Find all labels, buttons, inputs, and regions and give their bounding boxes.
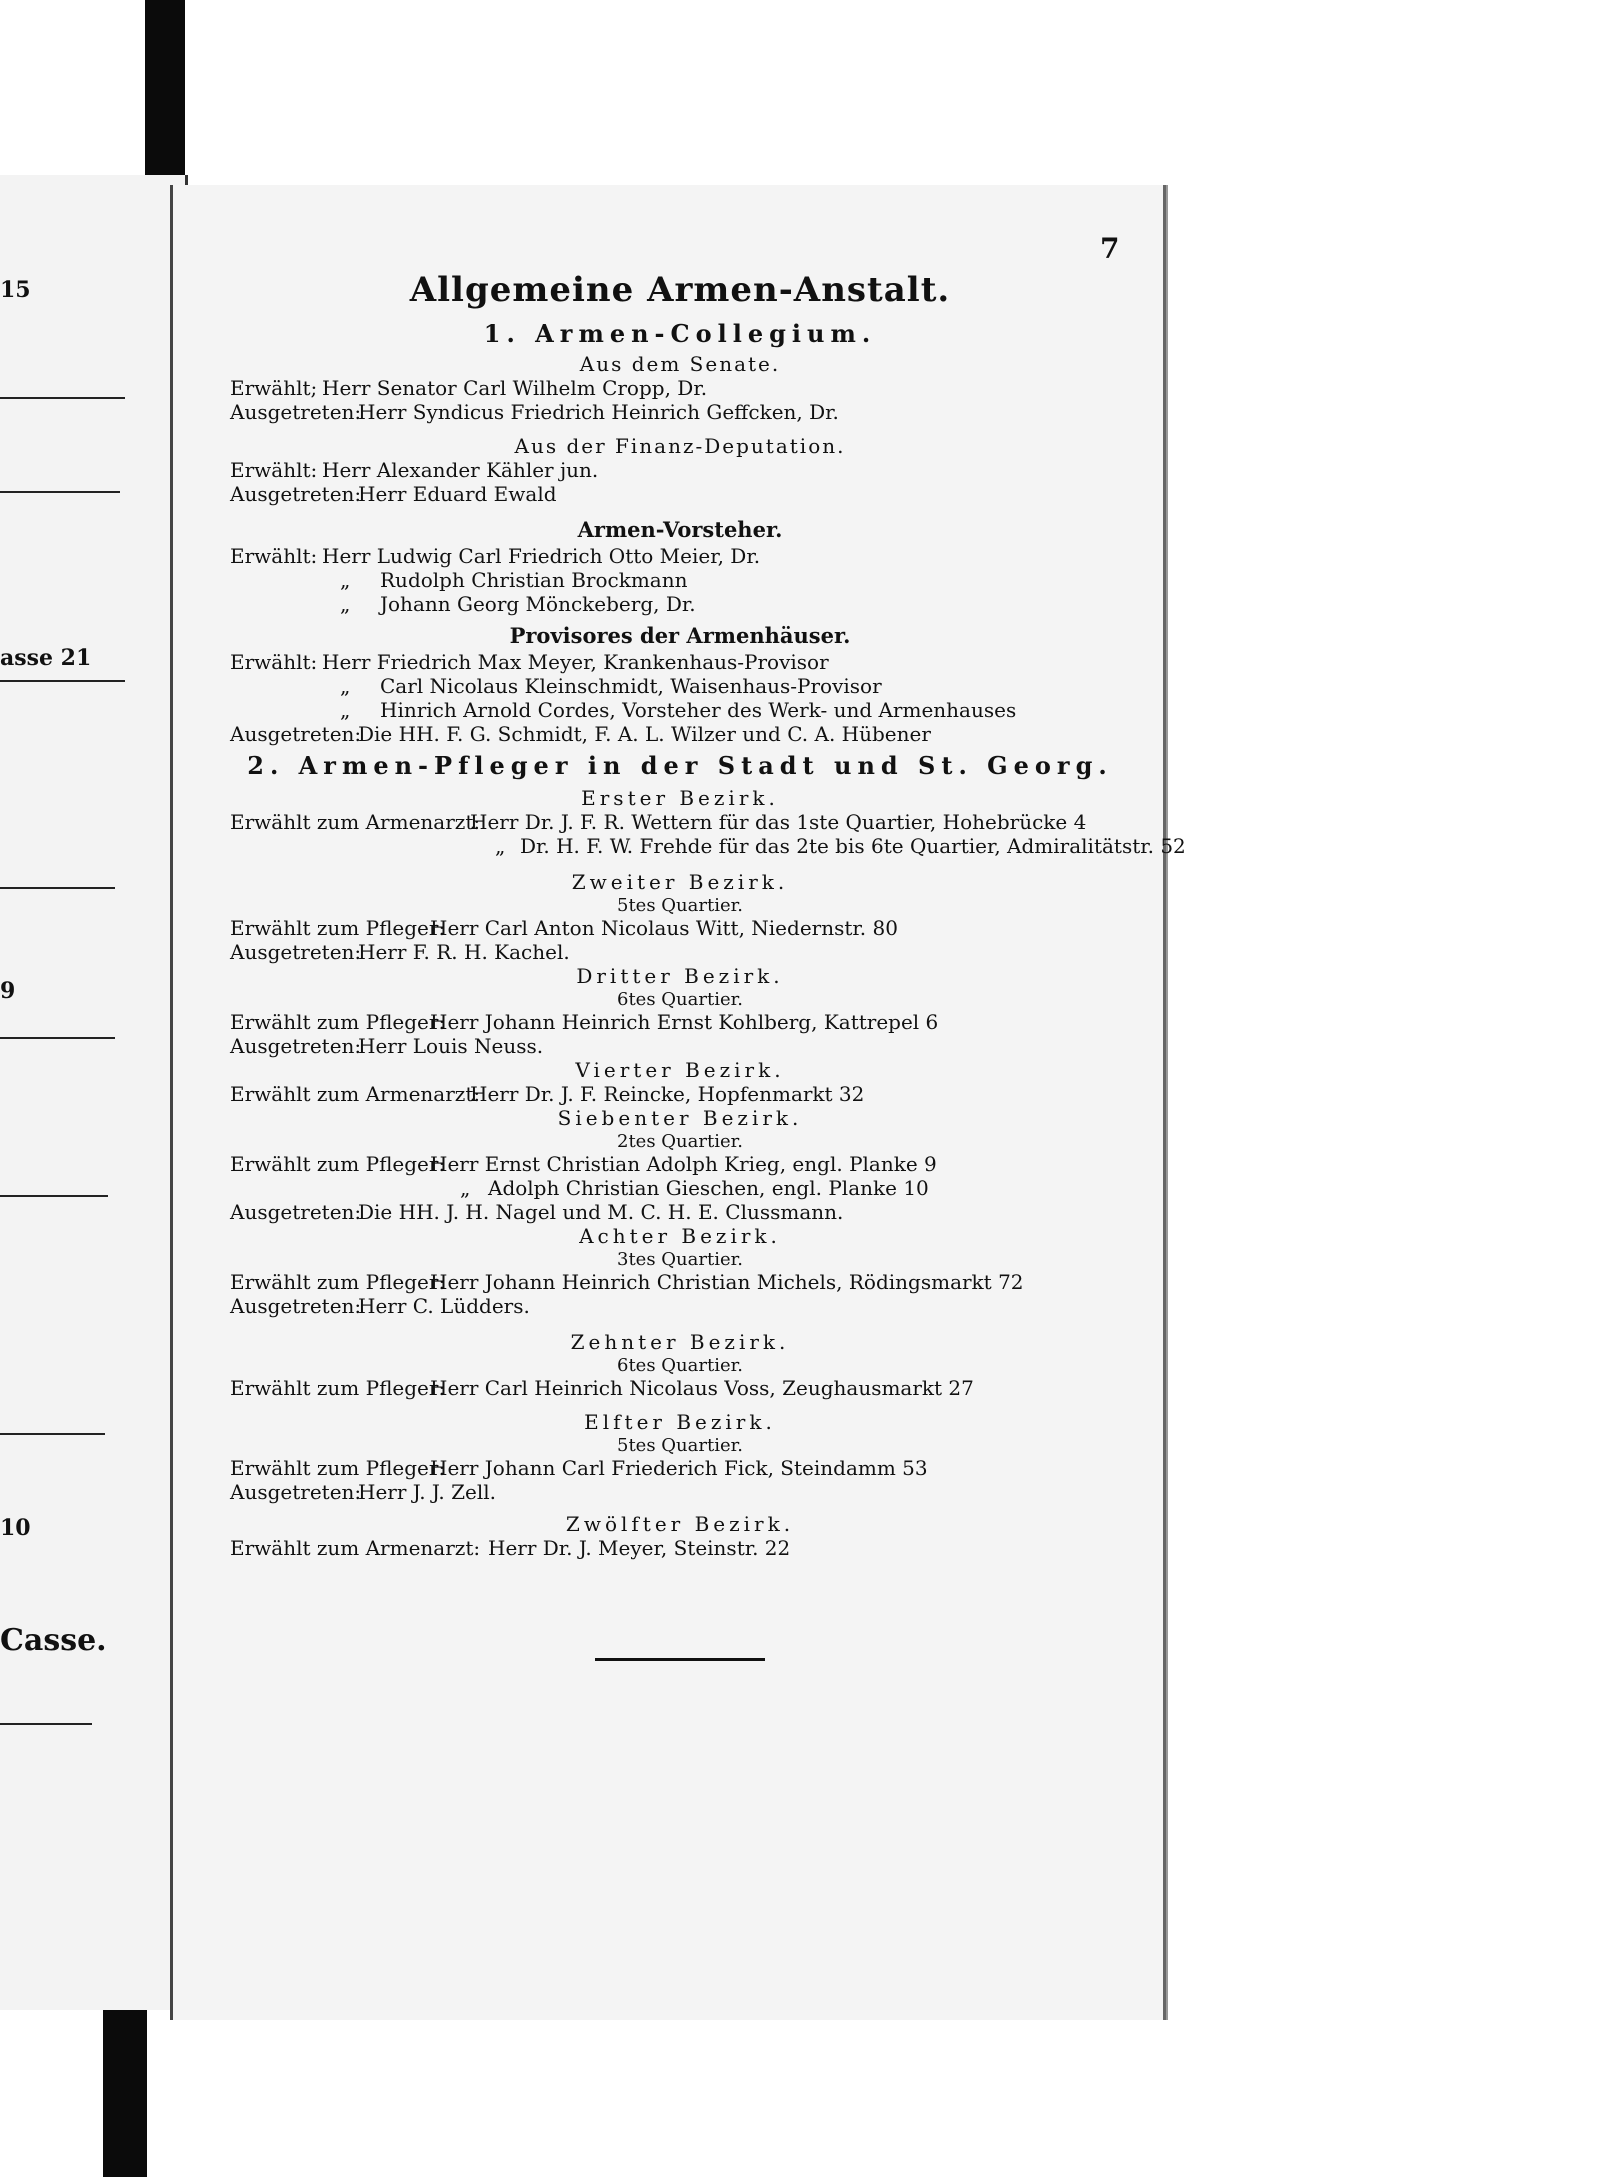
subsection-heading: Aus dem Senate. xyxy=(579,352,781,376)
entry-label: Ausgetreten: xyxy=(230,1034,362,1058)
entry-label: Erwählt zum Armenarzt: xyxy=(230,1082,481,1106)
entry-text: Herr Syndicus Friedrich Heinrich Geffcken, Dr. xyxy=(358,400,839,424)
entry-text: Rudolph Christian Brockmann xyxy=(380,568,688,592)
end-rule xyxy=(595,1658,765,1661)
quarter-label: 5tes Quartier. xyxy=(617,1435,743,1456)
entry-text: Herr Dr. J. F. R. Wettern für das 1ste Quartier, Hohebrücke 4 xyxy=(470,810,1087,834)
quarter-label: 5tes Quartier. xyxy=(617,895,743,916)
district-heading: Achter Bezirk. xyxy=(579,1224,781,1248)
district-heading: Erster Bezirk. xyxy=(581,786,779,810)
district-heading: Zwölfter Bezirk. xyxy=(565,1512,795,1536)
left-fragment-text: 15 xyxy=(0,277,31,303)
ditto-mark: „ xyxy=(340,674,351,698)
ditto-mark: „ xyxy=(495,834,506,858)
entry-label: Ausgetreten: xyxy=(230,722,362,746)
district-heading: Zehnter Bezirk. xyxy=(570,1330,790,1354)
entry-text: Herr Dr. J. Meyer, Steinstr. 22 xyxy=(488,1536,791,1560)
entry-label: Ausgetreten: xyxy=(230,1294,362,1318)
entry-label: Erwählt zum Pfleger: xyxy=(230,1270,446,1294)
entry-text: Herr Ludwig Carl Friedrich Otto Meier, Dr. xyxy=(322,544,761,568)
entry-label: Ausgetreten: xyxy=(230,400,362,424)
district-heading: Dritter Bezirk. xyxy=(576,964,784,988)
left-rule xyxy=(0,1195,108,1197)
entry-text: Herr Ernst Christian Adolph Krieg, engl. Planke 9 xyxy=(430,1152,937,1176)
district-heading: Vierter Bezirk. xyxy=(575,1058,785,1082)
left-rule xyxy=(0,680,125,682)
left-fragment-text: 10 xyxy=(0,1515,31,1541)
scan-edge-bar-top xyxy=(145,0,185,180)
entry-text: Die HH. J. H. Nagel und M. C. H. E. Clussmann. xyxy=(358,1200,844,1224)
entry-text: Johann Georg Mönckeberg, Dr. xyxy=(380,592,696,616)
left-rule xyxy=(0,491,120,493)
entry-label: Ausgetreten: xyxy=(230,482,362,506)
left-rule xyxy=(0,887,115,889)
entry-label: Erwählt: xyxy=(230,458,318,482)
entry-text: Herr C. Lüdders. xyxy=(358,1294,530,1318)
ditto-mark: „ xyxy=(460,1176,471,1200)
ditto-mark: „ xyxy=(340,698,351,722)
left-rule xyxy=(0,1723,92,1725)
entry-label: Erwählt zum Armenarzt: xyxy=(230,1536,481,1560)
entry-text: Herr Alexander Kähler jun. xyxy=(322,458,599,482)
entry-label: Erwählt zum Armenarzt: xyxy=(230,810,481,834)
section-heading: 1. Armen-Collegium. xyxy=(483,319,877,348)
left-fragment-text: asse 21 xyxy=(0,645,92,671)
entry-text: Herr Dr. J. F. Reincke, Hopfenmarkt 32 xyxy=(470,1082,865,1106)
entry-text: Dr. H. F. W. Frehde für das 2te bis 6te Quartier, Admiralitätstr. 52 xyxy=(520,834,1186,858)
entry-text: Herr Louis Neuss. xyxy=(358,1034,544,1058)
page-title: Allgemeine Armen-Anstalt. xyxy=(409,270,951,310)
entry-label: Ausgetreten: xyxy=(230,1200,362,1224)
entry-label: Erwählt zum Pfleger: xyxy=(230,916,446,940)
entry-label: Erwählt zum Pfleger: xyxy=(230,1152,446,1176)
entry-label: Erwählt zum Pfleger: xyxy=(230,1456,446,1480)
scan-edge-bar-bottom xyxy=(103,1990,147,2177)
entry-label: Ausgetreten: xyxy=(230,940,362,964)
district-heading: Zweiter Bezirk. xyxy=(571,870,789,894)
entry-text: Herr Johann Carl Friederich Fick, Steindamm 53 xyxy=(430,1456,928,1480)
left-rule xyxy=(0,397,125,399)
left-fragment-text: Casse. xyxy=(0,1623,107,1658)
quarter-label: 3tes Quartier. xyxy=(617,1249,743,1270)
ditto-mark: „ xyxy=(340,592,351,616)
quarter-label: 6tes Quartier. xyxy=(617,1355,743,1376)
quarter-label: 6tes Quartier. xyxy=(617,989,743,1010)
entry-text: Herr Carl Heinrich Nicolaus Voss, Zeughausmarkt 27 xyxy=(430,1376,974,1400)
entry-text: Herr Johann Heinrich Ernst Kohlberg, Kattrepel 6 xyxy=(430,1010,939,1034)
entry-label: Erwählt zum Pfleger: xyxy=(230,1376,446,1400)
subsection-heading: Aus der Finanz-Deputation. xyxy=(514,434,846,458)
entry-text: Die HH. F. G. Schmidt, F. A. L. Wilzer und C. A. Hübener xyxy=(358,722,931,746)
entry-text: Herr Senator Carl Wilhelm Cropp, Dr. xyxy=(322,376,708,400)
subsection-heading: Armen-Vorsteher. xyxy=(577,517,783,542)
entry-label: Erwählt: xyxy=(230,544,318,568)
entry-text: Herr J. J. Zell. xyxy=(358,1480,496,1504)
entry-label: Erwählt; xyxy=(230,376,318,400)
district-heading: Elfter Bezirk. xyxy=(584,1410,776,1434)
left-rule xyxy=(0,1433,105,1435)
section-heading: 2. Armen-Pfleger in der Stadt und St. Georg. xyxy=(247,751,1113,780)
entry-text: Herr Friedrich Max Meyer, Krankenhaus-Provisor xyxy=(322,650,829,674)
left-fragment-text: 9 xyxy=(0,978,16,1004)
entry-text: Hinrich Arnold Cordes, Vorsteher des Werk- und Armenhauses xyxy=(380,698,1017,722)
entry-label: Erwählt zum Pfleger: xyxy=(230,1010,446,1034)
entry-text: Herr F. R. H. Kachel. xyxy=(358,940,570,964)
entry-label: Erwählt: xyxy=(230,650,318,674)
ditto-mark: „ xyxy=(340,568,351,592)
entry-label: Ausgetreten: xyxy=(230,1480,362,1504)
entry-text: Herr Johann Heinrich Christian Michels, Rödingsmarkt 72 xyxy=(430,1270,1024,1294)
left-page-fragment xyxy=(0,175,188,2010)
subsection-heading: Provisores der Armenhäuser. xyxy=(509,623,851,648)
entry-text: Carl Nicolaus Kleinschmidt, Waisenhaus-Provisor xyxy=(380,674,882,698)
district-heading: Siebenter Bezirk. xyxy=(557,1106,803,1130)
left-rule xyxy=(0,1037,115,1039)
quarter-label: 2tes Quartier. xyxy=(617,1131,743,1152)
entry-text: Adolph Christian Gieschen, engl. Planke 10 xyxy=(488,1176,929,1200)
entry-text: Herr Carl Anton Nicolaus Witt, Niedernstr. 80 xyxy=(430,916,898,940)
entry-text: Herr Eduard Ewald xyxy=(358,482,557,506)
page-number: 7 xyxy=(1100,232,1120,265)
